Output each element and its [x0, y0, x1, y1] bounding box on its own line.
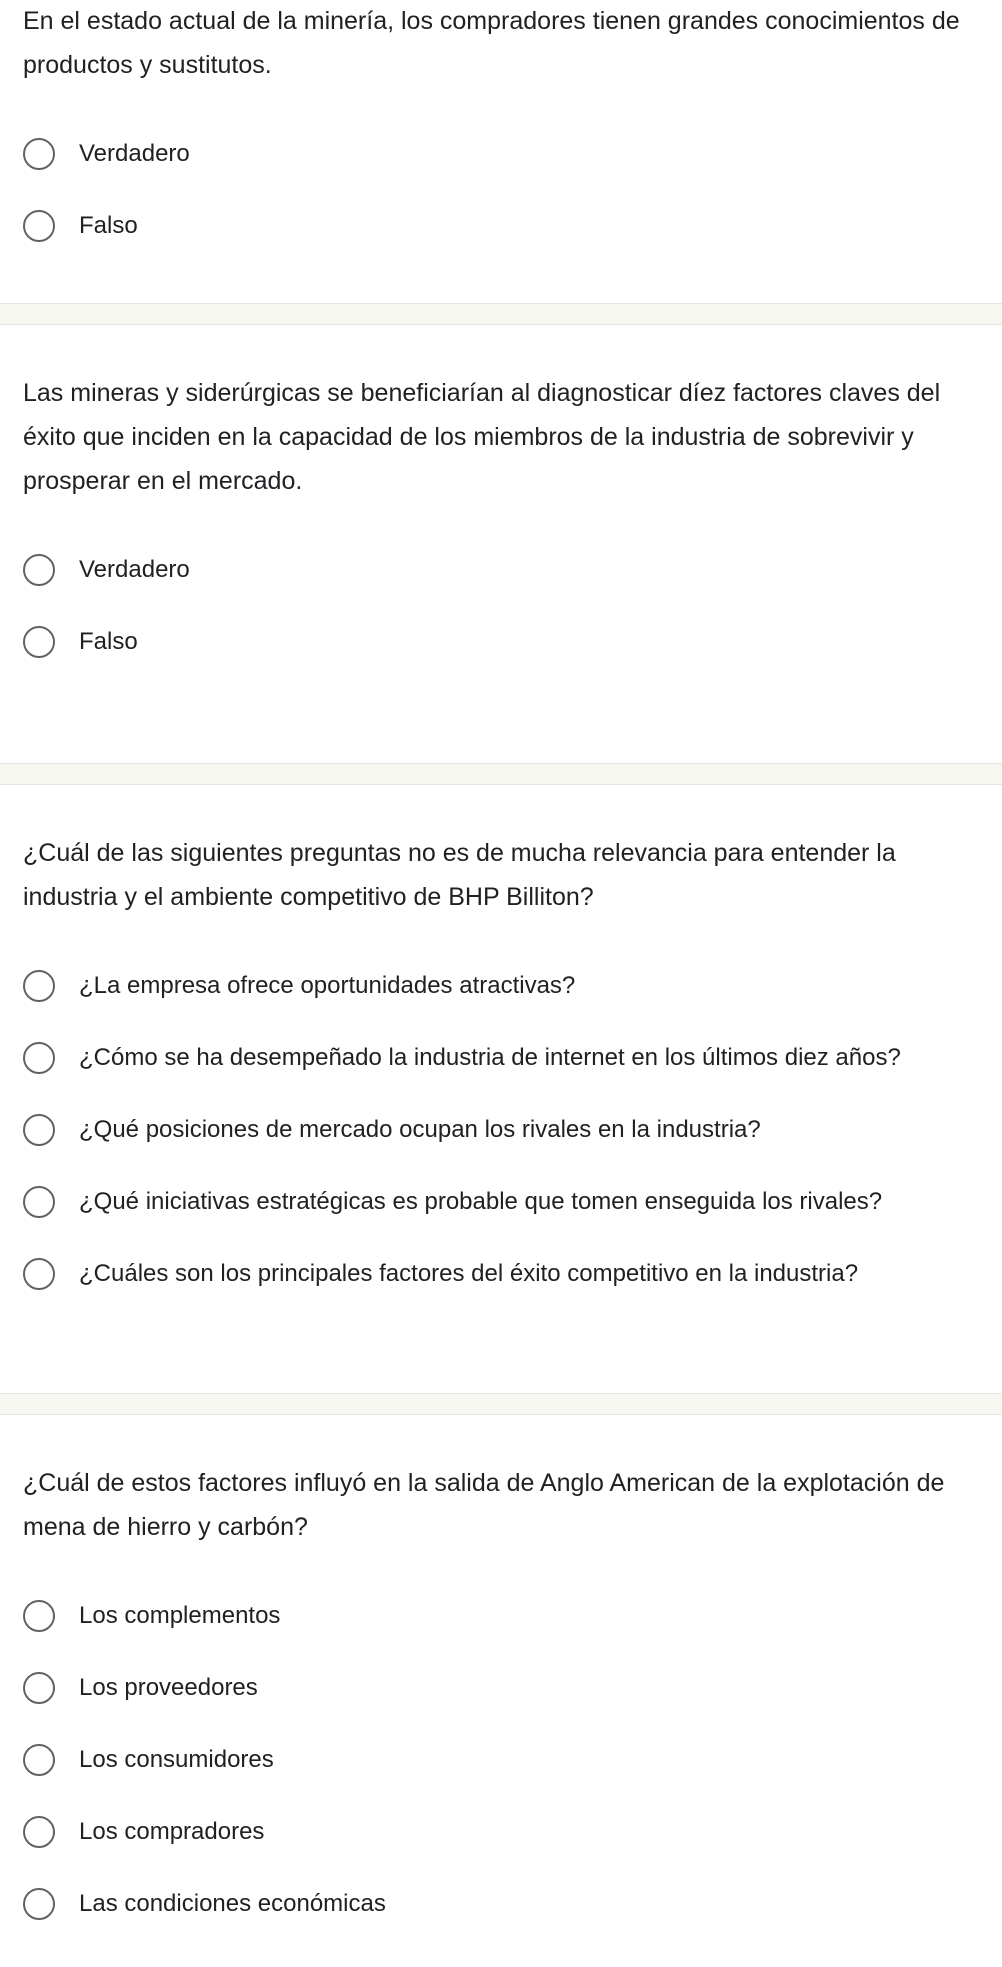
option-label: ¿Qué iniciativas estratégicas es probable que tomen enseguida los rivales?: [79, 1188, 883, 1215]
radio-button[interactable]: [23, 138, 55, 170]
question-4-option-consumidores[interactable]: [23, 1724, 1002, 1796]
option-label: Los complementos: [79, 1602, 281, 1629]
section-divider: [0, 763, 1002, 785]
option-label: ¿Qué posiciones de mercado ocupan los rivales en la industria?: [79, 1116, 761, 1143]
section-divider: [0, 303, 1002, 325]
radio-button[interactable]: [23, 1042, 55, 1074]
radio-button[interactable]: [23, 210, 55, 242]
question-3: [0, 831, 1002, 1393]
radio-button[interactable]: [23, 1114, 55, 1146]
question-2-options: [23, 534, 1002, 678]
option-label: Verdadero: [79, 140, 190, 167]
question-3-option-3[interactable]: [23, 1094, 1002, 1166]
radio-button[interactable]: [23, 1258, 55, 1290]
radio-button[interactable]: [23, 1744, 55, 1776]
option-label: Los consumidores: [79, 1746, 274, 1773]
radio-button[interactable]: [23, 1186, 55, 1218]
question-3-options: [23, 950, 1002, 1310]
section-divider: [0, 1393, 1002, 1415]
radio-button[interactable]: [23, 1600, 55, 1632]
question-4-option-compradores[interactable]: [23, 1796, 1002, 1868]
question-2: [0, 371, 1002, 763]
option-label: Los proveedores: [79, 1674, 258, 1701]
question-4: [0, 1461, 1002, 1966]
option-label: Las condiciones económicas: [79, 1890, 386, 1917]
question-1-options: [23, 118, 1002, 262]
radio-button[interactable]: [23, 1672, 55, 1704]
question-2-text: Las mineras y siderúrgicas se beneficiarían al diagnosticar díez factores claves del éxito que inciden en la capacidad de los miembros de la industria de sobrevivir y prosperar en el mercado.: [23, 379, 941, 495]
question-2-option-verdadero[interactable]: [23, 534, 1002, 606]
question-4-option-proveedores[interactable]: [23, 1652, 1002, 1724]
option-label: Los compradores: [79, 1818, 265, 1845]
option-label: ¿Cómo se ha desempeñado la industria de internet en los últimos diez años?: [79, 1044, 901, 1071]
radio-button[interactable]: [23, 970, 55, 1002]
question-3-option-1[interactable]: [23, 950, 1002, 1022]
radio-button[interactable]: [23, 1816, 55, 1848]
option-label: ¿La empresa ofrece oportunidades atractivas?: [79, 972, 576, 999]
question-4-option-condiciones-economicas[interactable]: [23, 1868, 1002, 1940]
radio-button[interactable]: [23, 1888, 55, 1920]
option-label: Falso: [79, 212, 138, 239]
question-4-option-complementos[interactable]: [23, 1580, 1002, 1652]
question-4-options: [23, 1580, 1002, 1940]
question-1-text: En el estado actual de la minería, los compradores tienen grandes conocimientos de productos y sustitutos.: [23, 7, 960, 79]
option-label: Verdadero: [79, 556, 190, 583]
question-4-text: ¿Cuál de estos factores influyó en la salida de Anglo American de la explotación de mena de hierro y carbón?: [23, 1469, 945, 1541]
option-label: Falso: [79, 628, 138, 655]
radio-button[interactable]: [23, 554, 55, 586]
question-3-option-4[interactable]: [23, 1166, 1002, 1238]
question-3-option-5[interactable]: [23, 1238, 1002, 1310]
question-3-option-2[interactable]: [23, 1022, 1002, 1094]
question-1-option-falso[interactable]: [23, 190, 1002, 262]
question-3-text: ¿Cuál de las siguientes preguntas no es de mucha relevancia para entender la industria y el ambiente competitivo de BHP Billiton?: [23, 839, 896, 911]
question-2-option-falso[interactable]: [23, 606, 1002, 678]
radio-button[interactable]: [23, 626, 55, 658]
option-label: ¿Cuáles son los principales factores del éxito competitivo en la industria?: [79, 1260, 859, 1287]
question-1-option-verdadero[interactable]: [23, 118, 1002, 190]
question-1: [0, 0, 1002, 303]
